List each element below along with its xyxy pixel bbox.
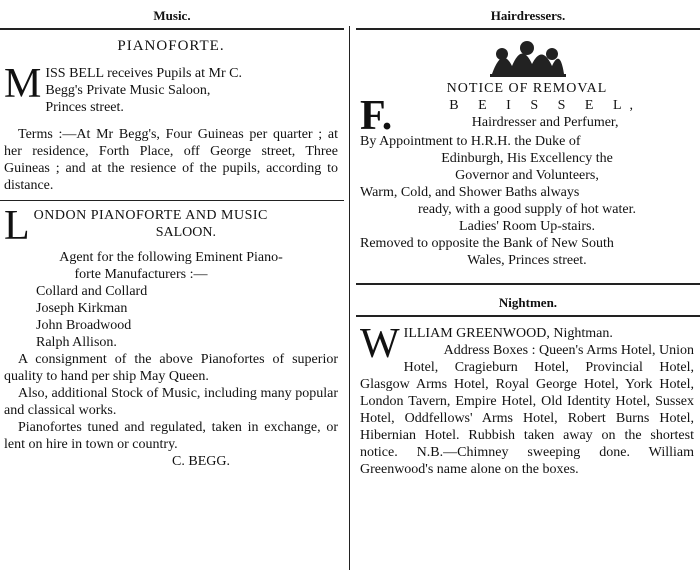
section-heading-hairdressers: Hairdressers.: [490, 8, 566, 23]
ad-line: Edinburgh, His Excellency the: [441, 151, 613, 166]
ad-line: Begg's Private Music Saloon,: [45, 83, 211, 98]
ad-line: Agent for the following Eminent Piano-: [59, 250, 283, 265]
ad-line: Wales, Princes street.: [467, 253, 587, 268]
list-item: Ralph Allison.: [36, 335, 117, 350]
miss-bell-ad: [0, 38, 344, 194]
ad-rule: [0, 200, 344, 201]
section-heading-music: Music.: [153, 8, 191, 23]
section-rule: [356, 315, 700, 317]
ad-line: ISS BELL receives Pupils at Mr C.: [45, 66, 242, 81]
greenwood-ad: [356, 321, 700, 478]
section-rule: [0, 28, 344, 30]
list-item: Collard and Collard: [36, 284, 148, 299]
ornament-icon: [482, 36, 572, 80]
london-pianoforte-ad: [0, 203, 344, 470]
ad-line: Princes street.: [45, 100, 124, 115]
drop-cap: M: [4, 61, 42, 107]
ad-line: By Appointment to H.R.H. the Duke of: [360, 134, 581, 149]
ad-body: Address Boxes : Queen's Arms Hotel, Union Hotel, Cragieburn Hotel, Provincial Hotel, Glasgow Arms Hotel, Royal George Hotel, York Hotel, London Tavern, Empire Hotel, Old Identity Hotel, Sussex Hotel, Oddfellows' Arms Hotel, Robert Burns Hotel, Hibernian Hotel. Rubbish taken away on the shortest notice. N.B.—Chimney sweeping done. William Greenwood's name alone on the boxes.: [360, 343, 694, 477]
ad-line: ILLIAM GREENWOOD, Nightman.: [403, 326, 613, 341]
left-column: [0, 0, 344, 470]
drop-cap: F.: [360, 93, 393, 139]
maker-list: [4, 283, 338, 351]
right-column: [356, 0, 700, 478]
ad-line: Removed to opposite the Bank of New South: [360, 236, 614, 251]
ad-line: forte Manufacturers :—: [74, 267, 208, 282]
ad-heading: ONDON PIANOFORTE AND MUSIC: [33, 208, 268, 223]
beissel-ad: [356, 36, 700, 269]
ad-line: Governor and Volunteers,: [455, 168, 599, 183]
signature: C. BEGG.: [172, 454, 230, 469]
section-rule: [356, 28, 700, 30]
ad-line: ready, with a good supply of hot water.: [418, 202, 636, 217]
ad-terms: Terms :—At Mr Begg's, Four Guineas per quarter ; at her residence, Forth Place, off George street, Three Guineas ; and at the resience of the pupils, according to distance.: [4, 127, 338, 193]
business-name: B E I S S E L,: [449, 98, 642, 113]
list-item: John Broadwood: [36, 318, 132, 333]
drop-cap: L: [4, 203, 30, 249]
ad-heading: SALOON.: [155, 225, 216, 240]
ad-paragraph: A consignment of the above Pianofortes of superior quality to hand per ship May Queen.: [4, 352, 338, 384]
ad-heading: PIANOFORTE.: [117, 38, 225, 54]
section-rule: [356, 283, 700, 285]
section-heading-nightmen: Nightmen.: [498, 295, 558, 310]
drop-cap: W: [360, 321, 400, 367]
ad-line: Ladies' Room Up-stairs.: [459, 219, 595, 234]
column-divider: [349, 26, 350, 570]
notice-heading: NOTICE OF REMOVAL: [446, 81, 608, 96]
ad-paragraph: Also, additional Stock of Music, including many popular and classical works.: [4, 386, 338, 418]
ad-paragraph: Pianofortes tuned and regulated, taken in exchange, or lent on hire in town or country.: [4, 420, 338, 452]
ad-line: Hairdresser and Perfumer,: [471, 115, 619, 130]
ad-line: Warm, Cold, and Shower Baths always: [360, 185, 580, 200]
list-item: Joseph Kirkman: [36, 301, 128, 316]
